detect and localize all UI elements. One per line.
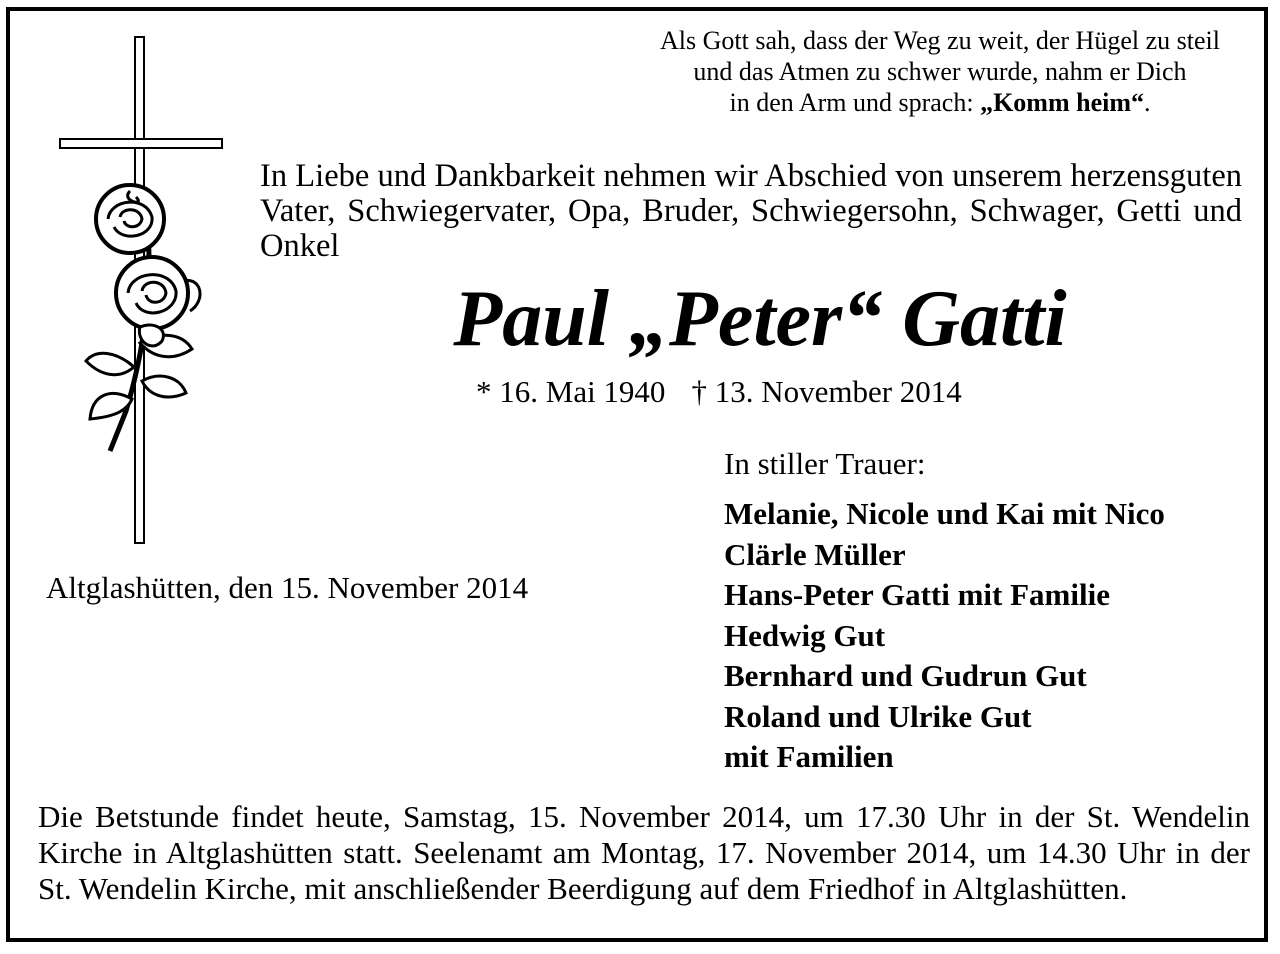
cross-with-roses-icon — [56, 31, 232, 551]
mourner-item: Roland und Ulrike Gut — [724, 698, 1032, 734]
service-info: Die Betstunde findet heute, Samstag, 15. November 2014, um 17.30 Uhr in der St. Wendelin Kirche in Altglashütten statt. Seelenamt am Montag, 17. November 2014, um 14.30 Uhr in der St. Wendelin Kirche, mit anschließender Beerdigung auf dem Friedhof in Altglashütten. — [38, 799, 1250, 906]
intro-text: In Liebe und Dankbarkeit nehmen wir Abschied von unserem herzensguten Vater, Schwiegervater, Opa, Bruder, Schwiegersohn, Schwager, Getti und Onkel — [260, 158, 1242, 264]
poem-line-3-suffix: . — [1144, 88, 1151, 117]
place-and-date: Altglashütten, den 15. November 2014 — [46, 570, 529, 605]
poem-quote: „Komm heim“ — [980, 88, 1144, 117]
poem — [610, 25, 1270, 118]
poem-line-3-prefix: in den Arm und sprach: — [729, 88, 981, 117]
deceased-name: Paul „Peter“ Gatti — [453, 275, 1067, 363]
mourner-item: Melanie, Nicole und Kai mit Nico — [724, 496, 1165, 531]
death-date: † 13. November 2014 — [691, 374, 962, 409]
birth-date: * 16. Mai 1940 — [476, 374, 666, 409]
mourner-item: Hedwig Gut — [724, 617, 886, 653]
poem-line-2: und das Atmen zu schwer wurde, nahm er Dich — [693, 57, 1187, 86]
mourner-item: Clärle Müller — [724, 536, 906, 572]
mourner-item: Bernhard und Gudrun Gut — [724, 658, 1087, 693]
life-dates — [476, 373, 1056, 411]
poem-line-1: Als Gott sah, dass der Weg zu weit, der Hügel zu steil — [660, 26, 1220, 55]
obituary-notice — [6, 7, 1268, 942]
mourners-list — [724, 494, 1165, 778]
mourners-title: In stiller Trauer: — [724, 446, 926, 481]
mourner-item: mit Familien — [724, 739, 894, 774]
mourner-item: Hans-Peter Gatti mit Familie — [724, 577, 1110, 612]
